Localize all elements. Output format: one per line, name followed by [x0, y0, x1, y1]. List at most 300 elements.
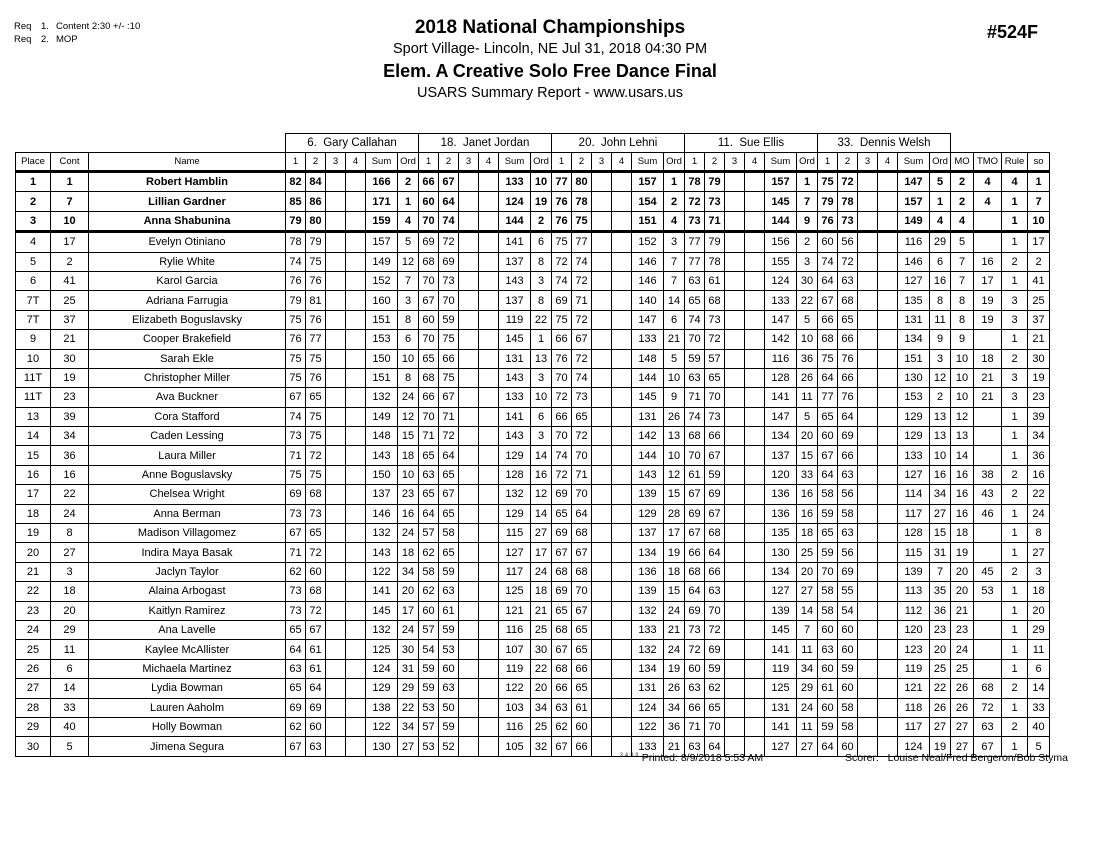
table-row [16, 504, 1050, 523]
cell-judge-5-1: 61 [818, 679, 838, 698]
cell-judge-5-sum: 127 [898, 271, 930, 290]
cell-judge-3-3 [592, 679, 612, 698]
cell-judge-2-2: 69 [439, 252, 459, 271]
cell-judge-5-ord: 13 [930, 407, 951, 426]
cell-judge-5-3 [858, 524, 878, 543]
cell-judge-3-ord: 7 [664, 252, 685, 271]
cell-judge-4-1: 63 [685, 368, 705, 387]
cell-judge-5-sum: 114 [898, 485, 930, 504]
cell-judge-3-3 [592, 717, 612, 736]
cell-judge-4-ord: 5 [797, 310, 818, 329]
cell-judge-4-sum: 119 [765, 659, 797, 678]
cell-so: 41 [1028, 271, 1050, 290]
cell-judge-1-2: 75 [306, 427, 326, 446]
cell-judge-5-3 [858, 291, 878, 310]
cell-judge-4-4 [745, 388, 765, 407]
cell-judge-5-4 [878, 465, 898, 484]
cell-tmo [974, 446, 1002, 465]
cell-judge-4-1: 59 [685, 349, 705, 368]
cell-judge-1-sum: 122 [366, 717, 398, 736]
cell-rule: 1 [1002, 659, 1028, 678]
cell-judge-2-4 [479, 465, 499, 484]
cell-judge-1-3 [326, 271, 346, 290]
cell-judge-3-1: 65 [552, 504, 572, 523]
cell-cont: 24 [51, 504, 89, 523]
cell-judge-4-2: 69 [705, 640, 725, 659]
cell-judge-3-sum: 152 [632, 232, 664, 252]
cell-judge-2-1: 53 [419, 737, 439, 756]
column-header-judge-5-1: 1 [818, 153, 838, 172]
cell-judge-3-3 [592, 368, 612, 387]
column-header-judge-2-sum: Sum [499, 153, 531, 172]
spacer-cell [951, 134, 1050, 153]
cell-mo: 10 [951, 349, 974, 368]
cell-judge-5-sum: 129 [898, 407, 930, 426]
cell-judge-1-4 [346, 388, 366, 407]
cell-judge-1-1: 76 [286, 330, 306, 349]
cell-cont: 5 [51, 737, 89, 756]
cell-judge-2-sum: 119 [499, 310, 531, 329]
cell-judge-5-1: 65 [818, 407, 838, 426]
cell-judge-3-sum: 144 [632, 368, 664, 387]
cell-judge-1-4 [346, 211, 366, 231]
cell-place: 25 [16, 640, 51, 659]
cell-judge-3-2: 75 [572, 211, 592, 231]
cell-so: 7 [1028, 192, 1050, 211]
cell-judge-5-3 [858, 368, 878, 387]
requirement-text: Content 2:30 +/- :10 [56, 21, 141, 32]
cell-cont: 2 [51, 252, 89, 271]
cell-name: Kaylee McAllister [89, 640, 286, 659]
cell-judge-4-2: 70 [705, 388, 725, 407]
cell-judge-4-ord: 16 [797, 485, 818, 504]
cell-tmo: 21 [974, 368, 1002, 387]
cell-judge-3-2: 72 [572, 310, 592, 329]
cell-judge-4-ord: 7 [797, 192, 818, 211]
cell-judge-5-1: 60 [818, 698, 838, 717]
cell-mo: 21 [951, 601, 974, 620]
cell-judge-3-sum: 134 [632, 543, 664, 562]
table-row [16, 291, 1050, 310]
cell-judge-2-4 [479, 737, 499, 756]
cell-judge-1-ord: 22 [398, 698, 419, 717]
cell-judge-5-2: 60 [838, 679, 858, 698]
cell-judge-4-ord: 34 [797, 659, 818, 678]
cell-judge-5-1: 58 [818, 485, 838, 504]
cell-judge-3-4 [612, 620, 632, 639]
cell-judge-4-ord: 11 [797, 717, 818, 736]
cell-cont: 27 [51, 543, 89, 562]
cell-so: 27 [1028, 543, 1050, 562]
cell-judge-5-ord: 12 [930, 368, 951, 387]
cell-judge-4-3 [725, 232, 745, 252]
cell-judge-5-2: 69 [838, 427, 858, 446]
cell-judge-3-ord: 1 [664, 172, 685, 192]
cell-judge-3-4 [612, 368, 632, 387]
cell-mo: 25 [951, 659, 974, 678]
cell-judge-2-sum: 132 [499, 485, 531, 504]
cell-cont: 10 [51, 211, 89, 231]
cell-judge-2-3 [459, 640, 479, 659]
cell-judge-5-4 [878, 172, 898, 192]
cell-judge-2-sum: 125 [499, 582, 531, 601]
cell-judge-4-4 [745, 640, 765, 659]
cell-judge-3-2: 73 [572, 388, 592, 407]
cell-judge-5-ord: 10 [930, 446, 951, 465]
build-code: 3.4.3.0 [620, 752, 639, 759]
cell-name: Ava Buckner [89, 388, 286, 407]
cell-judge-3-sum: 151 [632, 211, 664, 231]
cell-judge-4-3 [725, 211, 745, 231]
cell-judge-1-1: 75 [286, 465, 306, 484]
cell-mo: 4 [951, 211, 974, 231]
cell-judge-2-sum: 143 [499, 427, 531, 446]
cell-judge-1-3 [326, 601, 346, 620]
cell-judge-1-sum: 171 [366, 192, 398, 211]
cell-judge-3-2: 67 [572, 543, 592, 562]
cell-judge-5-3 [858, 562, 878, 581]
cell-judge-4-1: 68 [685, 562, 705, 581]
cell-judge-4-sum: 134 [765, 427, 797, 446]
cell-judge-1-ord: 10 [398, 349, 419, 368]
cell-judge-1-sum: 132 [366, 620, 398, 639]
column-header-judge-3-sum: Sum [632, 153, 664, 172]
judge-header-row [16, 134, 1050, 153]
cell-name: Holly Bowman [89, 717, 286, 736]
cell-judge-2-sum: 117 [499, 562, 531, 581]
cell-name: Christopher Miller [89, 368, 286, 387]
cell-judge-5-4 [878, 310, 898, 329]
cell-judge-5-1: 75 [818, 172, 838, 192]
cell-mo: 24 [951, 640, 974, 659]
cell-judge-2-4 [479, 524, 499, 543]
cell-judge-2-3 [459, 524, 479, 543]
cell-judge-1-ord: 27 [398, 737, 419, 756]
cell-judge-3-1: 72 [552, 465, 572, 484]
cell-judge-3-sum: 133 [632, 330, 664, 349]
cell-judge-5-4 [878, 427, 898, 446]
cell-judge-4-sum: 134 [765, 562, 797, 581]
cell-judge-4-1: 78 [685, 172, 705, 192]
cell-judge-4-3 [725, 679, 745, 698]
cell-judge-2-ord: 22 [531, 659, 552, 678]
cell-judge-1-2: 61 [306, 640, 326, 659]
table-row [16, 485, 1050, 504]
cell-judge-2-3 [459, 659, 479, 678]
cell-judge-4-3 [725, 407, 745, 426]
cell-judge-3-2: 70 [572, 485, 592, 504]
cell-judge-1-2: 68 [306, 485, 326, 504]
cell-judge-3-1: 69 [552, 582, 572, 601]
cell-judge-5-1: 64 [818, 737, 838, 756]
cell-tmo: 53 [974, 582, 1002, 601]
cell-judge-3-1: 76 [552, 349, 572, 368]
cell-name: Caden Lessing [89, 427, 286, 446]
cell-judge-1-2: 72 [306, 601, 326, 620]
cell-judge-2-1: 66 [419, 388, 439, 407]
cell-judge-4-3 [725, 310, 745, 329]
cell-mo: 8 [951, 310, 974, 329]
cell-judge-5-4 [878, 620, 898, 639]
cell-judge-5-4 [878, 232, 898, 252]
cell-judge-1-4 [346, 172, 366, 192]
cell-judge-1-4 [346, 330, 366, 349]
cell-cont: 8 [51, 524, 89, 543]
cell-judge-1-ord: 8 [398, 310, 419, 329]
cell-judge-4-1: 70 [685, 330, 705, 349]
cell-judge-3-4 [612, 252, 632, 271]
cell-judge-1-ord: 20 [398, 582, 419, 601]
cell-cont: 3 [51, 562, 89, 581]
cell-judge-5-ord: 5 [930, 172, 951, 192]
cell-judge-2-4 [479, 232, 499, 252]
cell-judge-3-sum: 136 [632, 562, 664, 581]
cell-judge-4-ord: 29 [797, 679, 818, 698]
cell-judge-2-1: 60 [419, 192, 439, 211]
cell-tmo: 43 [974, 485, 1002, 504]
cell-judge-2-4 [479, 698, 499, 717]
cell-judge-3-ord: 26 [664, 679, 685, 698]
cell-judge-3-1: 75 [552, 232, 572, 252]
cell-judge-4-4 [745, 310, 765, 329]
cell-judge-3-3 [592, 291, 612, 310]
cell-rule: 1 [1002, 504, 1028, 523]
cell-judge-3-2: 66 [572, 737, 592, 756]
cell-judge-3-4 [612, 427, 632, 446]
cell-judge-4-2: 64 [705, 737, 725, 756]
cell-judge-4-1: 74 [685, 407, 705, 426]
cell-judge-2-sum: 144 [499, 211, 531, 231]
cell-judge-5-2: 66 [838, 446, 858, 465]
table-row [16, 211, 1050, 231]
cell-tmo [974, 543, 1002, 562]
cell-judge-1-3 [326, 211, 346, 231]
cell-judge-5-2: 64 [838, 407, 858, 426]
cell-judge-2-sum: 124 [499, 192, 531, 211]
cell-judge-2-1: 68 [419, 252, 439, 271]
cell-judge-3-ord: 26 [664, 407, 685, 426]
cell-judge-1-3 [326, 465, 346, 484]
table-row [16, 582, 1050, 601]
cell-judge-2-2: 64 [439, 192, 459, 211]
cell-judge-3-sum: 146 [632, 252, 664, 271]
cell-judge-2-3 [459, 291, 479, 310]
cell-judge-3-3 [592, 232, 612, 252]
cell-judge-2-4 [479, 211, 499, 231]
cell-judge-2-1: 60 [419, 310, 439, 329]
cell-judge-2-sum: 128 [499, 465, 531, 484]
cell-judge-2-4 [479, 310, 499, 329]
cell-judge-5-3 [858, 620, 878, 639]
cell-judge-4-2: 64 [705, 543, 725, 562]
cell-tmo [974, 659, 1002, 678]
cell-rule: 1 [1002, 407, 1028, 426]
judge-header: 11. Sue Ellis [685, 134, 818, 153]
column-header-name: Name [89, 153, 286, 172]
cell-judge-3-sum: 154 [632, 192, 664, 211]
cell-judge-3-3 [592, 310, 612, 329]
cell-so: 5 [1028, 737, 1050, 756]
cell-judge-5-ord: 13 [930, 427, 951, 446]
cell-judge-1-3 [326, 562, 346, 581]
cell-judge-5-sum: 147 [898, 172, 930, 192]
cell-judge-3-sum: 132 [632, 640, 664, 659]
cell-judge-1-ord: 17 [398, 601, 419, 620]
cell-judge-3-1: 72 [552, 252, 572, 271]
column-header-judge-1-4: 4 [346, 153, 366, 172]
cell-judge-3-1: 66 [552, 679, 572, 698]
cell-judge-5-sum: 146 [898, 252, 930, 271]
cell-judge-2-sum: 131 [499, 349, 531, 368]
cell-judge-5-4 [878, 504, 898, 523]
cell-judge-3-2: 64 [572, 504, 592, 523]
cell-judge-3-ord: 19 [664, 659, 685, 678]
cell-so: 29 [1028, 620, 1050, 639]
cell-judge-4-1: 73 [685, 620, 705, 639]
cell-judge-4-sum: 139 [765, 601, 797, 620]
cell-judge-4-ord: 15 [797, 446, 818, 465]
cell-judge-2-3 [459, 427, 479, 446]
cell-judge-4-2: 73 [705, 310, 725, 329]
cell-judge-4-sum: 131 [765, 698, 797, 717]
results-table [15, 133, 1050, 757]
cell-judge-4-2: 70 [705, 717, 725, 736]
cell-judge-1-sum: 150 [366, 349, 398, 368]
cell-judge-2-4 [479, 485, 499, 504]
cell-judge-3-3 [592, 349, 612, 368]
cell-cont: 16 [51, 465, 89, 484]
cell-judge-5-sum: 121 [898, 679, 930, 698]
cell-judge-4-ord: 27 [797, 582, 818, 601]
cell-judge-4-ord: 22 [797, 291, 818, 310]
cell-judge-1-ord: 2 [398, 172, 419, 192]
cell-judge-4-sum: 157 [765, 172, 797, 192]
cell-judge-3-3 [592, 640, 612, 659]
cell-judge-4-2: 67 [705, 504, 725, 523]
cell-judge-2-ord: 27 [531, 524, 552, 543]
cell-judge-2-1: 57 [419, 620, 439, 639]
cell-cont: 23 [51, 388, 89, 407]
cell-place: 6 [16, 271, 51, 290]
cell-judge-3-sum: 143 [632, 465, 664, 484]
cell-judge-4-1: 69 [685, 601, 705, 620]
cell-judge-3-4 [612, 388, 632, 407]
cell-judge-2-1: 66 [419, 172, 439, 192]
cell-judge-3-3 [592, 524, 612, 543]
cell-judge-4-4 [745, 271, 765, 290]
cell-judge-1-1: 73 [286, 601, 306, 620]
table-row [16, 465, 1050, 484]
cell-judge-3-sum: 122 [632, 717, 664, 736]
judge-header: 6. Gary Callahan [286, 134, 419, 153]
cell-name: Sarah Ekle [89, 349, 286, 368]
cell-judge-4-3 [725, 427, 745, 446]
table-row [16, 427, 1050, 446]
cell-judge-1-ord: 34 [398, 562, 419, 581]
cell-judge-4-4 [745, 659, 765, 678]
cell-judge-2-1: 71 [419, 427, 439, 446]
cell-rule: 1 [1002, 737, 1028, 756]
cell-mo: 7 [951, 271, 974, 290]
cell-judge-5-sum: 129 [898, 427, 930, 446]
cell-judge-1-4 [346, 192, 366, 211]
cell-so: 33 [1028, 698, 1050, 717]
cell-judge-4-ord: 10 [797, 330, 818, 349]
cell-judge-5-ord: 9 [930, 330, 951, 349]
cell-judge-2-3 [459, 330, 479, 349]
cell-judge-1-2: 80 [306, 211, 326, 231]
cell-so: 24 [1028, 504, 1050, 523]
cell-judge-3-sum: 139 [632, 582, 664, 601]
cell-name: Cooper Brakefield [89, 330, 286, 349]
cell-judge-3-1: 69 [552, 485, 572, 504]
cell-judge-4-3 [725, 291, 745, 310]
cell-judge-1-1: 73 [286, 582, 306, 601]
cell-judge-5-2: 54 [838, 601, 858, 620]
cell-tmo: 19 [974, 310, 1002, 329]
cell-judge-5-ord: 3 [930, 349, 951, 368]
cell-judge-2-1: 54 [419, 640, 439, 659]
event-title: Elem. A Creative Solo Free Dance Final [383, 61, 717, 81]
cell-judge-5-1: 75 [818, 349, 838, 368]
cell-judge-4-1: 67 [685, 485, 705, 504]
cell-rule: 1 [1002, 582, 1028, 601]
cell-rule: 1 [1002, 271, 1028, 290]
cell-judge-2-sum: 129 [499, 504, 531, 523]
column-header-judge-5-3: 3 [858, 153, 878, 172]
cell-so: 6 [1028, 659, 1050, 678]
cell-judge-4-4 [745, 465, 765, 484]
cell-judge-4-4 [745, 698, 765, 717]
cell-judge-3-3 [592, 504, 612, 523]
cell-judge-1-3 [326, 192, 346, 211]
table-row [16, 368, 1050, 387]
cell-judge-4-sum: 125 [765, 679, 797, 698]
cell-judge-4-3 [725, 330, 745, 349]
cell-judge-1-1: 67 [286, 388, 306, 407]
cell-judge-4-sum: 136 [765, 485, 797, 504]
cell-cont: 39 [51, 407, 89, 426]
cell-judge-4-4 [745, 252, 765, 271]
cell-judge-3-2: 65 [572, 640, 592, 659]
cell-judge-5-3 [858, 407, 878, 426]
cell-judge-3-2: 74 [572, 368, 592, 387]
cell-judge-1-2: 72 [306, 446, 326, 465]
table-row [16, 640, 1050, 659]
cell-so: 21 [1028, 330, 1050, 349]
cell-cont: 25 [51, 291, 89, 310]
cell-judge-5-2: 63 [838, 465, 858, 484]
cell-tmo: 38 [974, 465, 1002, 484]
cell-judge-1-2: 75 [306, 349, 326, 368]
cell-rule: 3 [1002, 310, 1028, 329]
cell-judge-4-4 [745, 446, 765, 465]
cell-judge-3-ord: 15 [664, 582, 685, 601]
cell-judge-1-ord: 10 [398, 465, 419, 484]
cell-judge-5-4 [878, 330, 898, 349]
cell-judge-5-1: 76 [818, 211, 838, 231]
cell-judge-1-1: 71 [286, 543, 306, 562]
cell-judge-4-sum: 141 [765, 640, 797, 659]
cell-place: 14 [16, 427, 51, 446]
requirement-key: Req [14, 21, 32, 32]
cell-judge-5-2: 72 [838, 252, 858, 271]
cell-name: Evelyn Otiniano [89, 232, 286, 252]
cell-so: 36 [1028, 446, 1050, 465]
cell-judge-4-ord: 30 [797, 271, 818, 290]
cell-judge-5-2: 73 [838, 211, 858, 231]
column-header-judge-1-3: 3 [326, 153, 346, 172]
